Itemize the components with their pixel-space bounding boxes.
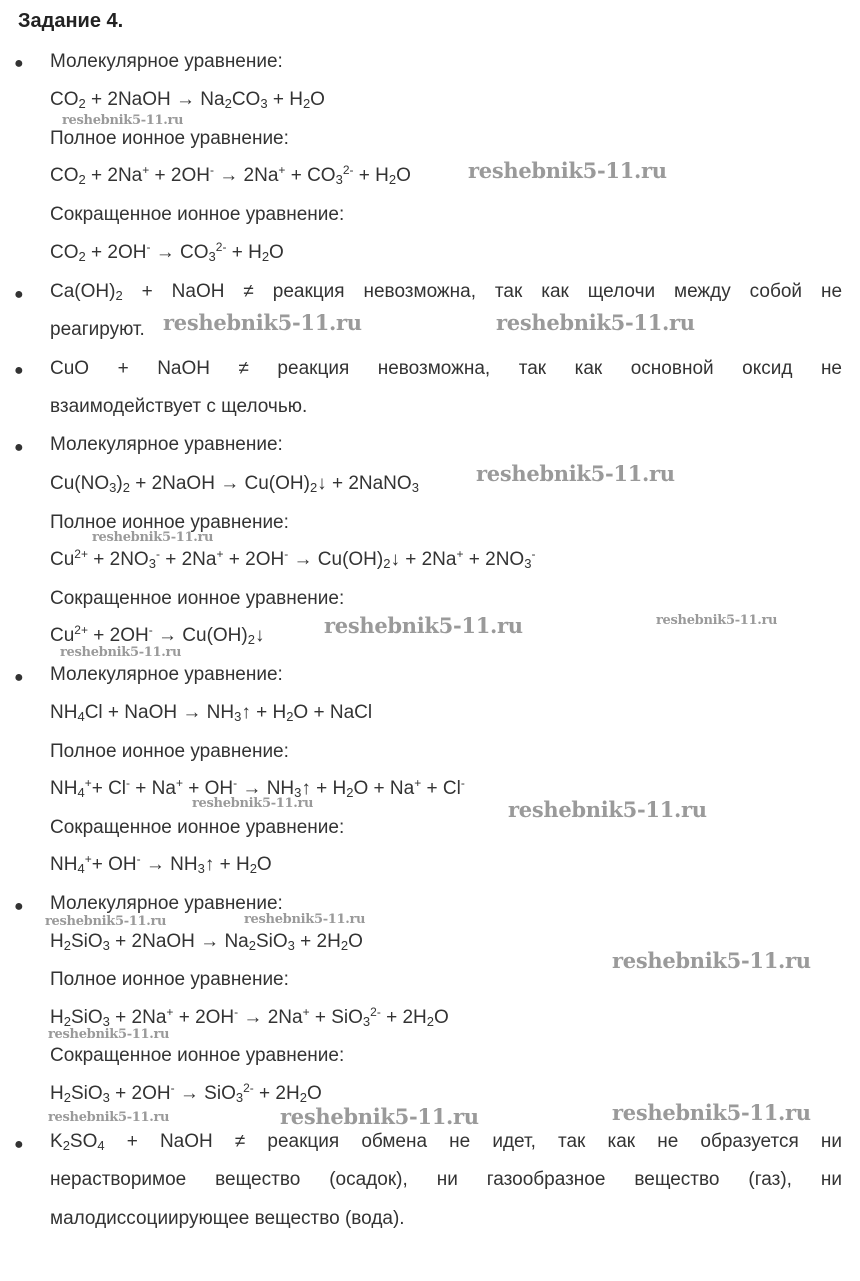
watermark: reshebnik5-11.ru <box>612 1100 811 1125</box>
watermark: reshebnik5-11.ru <box>60 645 182 660</box>
equation-4-short-ionic: $Cu^{2+} + 2OH^-$ → $Cu(OH)_2↓$ <box>50 623 265 647</box>
reaction-7-text: + NaOH ≠ реакция обмена не идет, так как не образуется ни <box>126 1131 842 1152</box>
equation-6-molecular: $H_2SiO_3$ + 2NaOH → $Na_2SiO_3 + 2H_2O$ <box>50 931 363 953</box>
watermark: reshebnik5-11.ru <box>612 948 811 973</box>
label-short-ionic-6: Сокращенное ионное уравнение: <box>50 1045 345 1066</box>
reaction-3-text-line-2: взаимодействует с щелочью. <box>50 396 308 417</box>
equation-4-full-ionic: $Cu^{2+} + 2NO_3^- + 2Na^+ + 2OH^-$ → $Cu(OH)_2↓ + 2Na^+ + 2NO_3^-$ <box>50 547 536 571</box>
equation-6-full-ionic: $H_2SiO_3 + 2Na^+ + 2OH^- \to 2Na^+ + SiO_3^{2-} + 2H_2O$ <box>50 1005 449 1029</box>
reaction-7-text-line-1: $K_2SO_4$ + NaOH ≠ реакция обмена не идет, так как не образуется ни <box>50 1131 842 1153</box>
bullet-icon: ● <box>14 362 24 379</box>
label-full-ionic-4: Полное ионное уравнение: <box>50 512 289 533</box>
watermark: reshebnik5-11.ru <box>163 310 362 335</box>
bullet-icon: ● <box>14 669 24 686</box>
label-short-ionic-5: Сокращенное ионное уравнение: <box>50 817 345 838</box>
equation-1-short-ionic: $CO_2 + 2OH^- \to CO_3^{2-} + H_2O$ <box>50 240 284 264</box>
watermark: reshebnik5-11.ru <box>48 1027 170 1042</box>
equation-1-molecular: $CO_2$ + 2NaOH → $Na_2CO_3 + H_2O$ <box>50 89 325 111</box>
watermark: reshebnik5-11.ru <box>496 310 695 335</box>
reaction-7-text-line-3: малодиссоциирующее вещество (вода). <box>50 1208 405 1229</box>
equation-6-short-ionic: $H_2SiO_3 + 2OH^- \to SiO_3^{2-} + 2H_2O$ <box>50 1081 322 1105</box>
bullet-icon: ● <box>14 286 24 303</box>
label-full-ionic-6: Полное ионное уравнение: <box>50 969 289 990</box>
watermark: reshebnik5-11.ru <box>45 914 167 929</box>
watermark: reshebnik5-11.ru <box>92 530 214 545</box>
page-title: Задание 4. <box>18 10 124 32</box>
watermark: reshebnik5-11.ru <box>324 613 523 638</box>
reaction-2-text-line-1: $Ca(OH)_2$ + NaOH ≠ реакция невозможна, так как щелочи между собой не <box>50 281 843 303</box>
watermark: reshebnik5-11.ru <box>192 796 314 811</box>
equation-4-molecular: $Cu(NO_3)_2$ + 2NaOH → $Cu(OH)_2↓$ + 2NaNO$_3$ <box>50 473 419 495</box>
label-molecular-6: Молекулярное уравнение: <box>50 893 283 914</box>
label-short-ionic-1: Сокращенное ионное уравнение: <box>50 204 345 225</box>
equation-1-full-ionic: $CO_2 + 2Na^+ + 2OH^- \to 2Na^+ + CO_3^{2-} + H_2O$ <box>50 163 411 187</box>
label-full-ionic-5: Полное ионное уравнение: <box>50 741 289 762</box>
reaction-3-text-line-1: CuO + NaOH ≠ реакция невозможна, так как основной оксид не <box>50 358 842 379</box>
reaction-2-text: + NaOH ≠ реакция невозможна, так как щелочи между собой не <box>141 281 843 302</box>
bullet-icon: ● <box>14 439 24 456</box>
label-molecular-5: Молекулярное уравнение: <box>50 664 283 685</box>
bullet-icon: ● <box>14 1136 24 1153</box>
label-full-ionic-1: Полное ионное уравнение: <box>50 128 289 149</box>
watermark: reshebnik5-11.ru <box>48 1110 170 1125</box>
reaction-2-text-line-2: реагируют. <box>50 319 145 340</box>
bullet-icon: ● <box>14 55 24 72</box>
watermark: reshebnik5-11.ru <box>656 613 778 628</box>
watermark: reshebnik5-11.ru <box>280 1104 479 1129</box>
label-molecular-4: Молекулярное уравнение: <box>50 434 283 455</box>
reaction-7-text-line-2: нерастворимое вещество (осадок), ни газообразное вещество (газ), ни <box>50 1169 842 1190</box>
label-short-ionic-4: Сокращенное ионное уравнение: <box>50 588 345 609</box>
watermark: reshebnik5-11.ru <box>508 797 707 822</box>
equation-5-molecular: $NH_4Cl$ + NaOH → $NH_3↑ + H_2O$ + NaCl <box>50 702 373 724</box>
equation-5-full-ionic: $NH_4^++ Cl^- + Na^+ + OH^-$ → $NH_3↑ + H_2O + Na^+ + Cl^-$ <box>50 776 465 800</box>
watermark: reshebnik5-11.ru <box>476 461 675 486</box>
watermark: reshebnik5-11.ru <box>244 912 366 927</box>
label-molecular-1: Молекулярное уравнение: <box>50 51 283 72</box>
bullet-icon: ● <box>14 898 24 915</box>
watermark: reshebnik5-11.ru <box>62 113 184 128</box>
reaction-2-formula: Ca(OH) <box>50 281 116 302</box>
watermark: reshebnik5-11.ru <box>468 158 667 183</box>
equation-5-short-ionic: $NH_4^++ OH^-$ → $NH_3↑ + H_2O$ <box>50 852 272 876</box>
